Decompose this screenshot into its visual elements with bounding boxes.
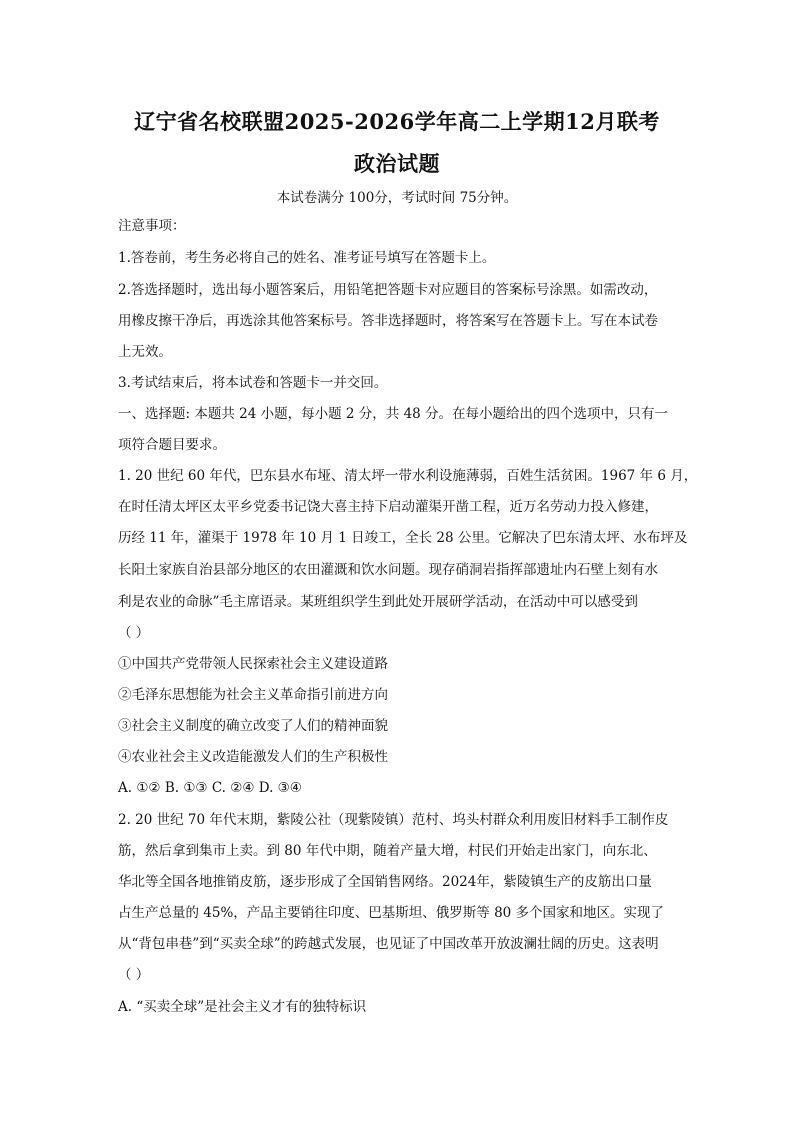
q2-option-a: A. “买卖全球”是社会主义才有的独特标识: [118, 999, 367, 1015]
q1-line-2: 在时任清太坪区太平乡党委书记饶大喜主持下启动灌渠开凿工程，近万名劳动力投入修建，: [118, 499, 658, 515]
subject-title: 政治试题: [354, 151, 440, 176]
q2-line-1: 2. 20 世纪 70 年代末期，紫陵公社（现紫陵镇）范村、坞头村群众利用废旧材料手工制作皮: [118, 812, 669, 828]
q1-option-1: ①中国共产党带领人民探索社会主义建设道路: [118, 656, 388, 672]
note-item-2-line-2: 用橡皮擦干净后，再选涂其他答案标号。答非选择题时，将答案写在答题卡上。写在本试卷: [118, 313, 658, 329]
note-item-1: 1.答卷前，考生务必将自己的姓名、准考证号填写在答题卡上。: [118, 250, 496, 266]
notes-heading: 注意事项：: [118, 218, 186, 234]
q1-line-5: 利是农业的命脉”毛主席语录。某班组织学生到此处开展研学活动，在活动中可以感受到: [118, 594, 638, 610]
q2-answer-blank: （ ）: [118, 967, 150, 983]
q1-option-3: ③社会主义制度的确立改变了人们的精神面貌: [118, 718, 388, 734]
exam-info: 本试卷满分 100分，考试时间 75分钟。: [276, 190, 518, 206]
q1-line-4: 长阳土家族自治县部分地区的农田灌溉和饮水问题。现存硝洞岩指挥部遗址内石壁上刻有水: [118, 562, 658, 578]
q2-line-4: 占生产总量的 45%，产品主要销往印度、巴基斯坦、俄罗斯等 80 多个国家和地区。实现了: [118, 905, 665, 921]
exam-title: 辽宁省名校联盟2025-2026学年高二上学期12月联考: [134, 109, 660, 134]
q1-line-1: 1. 20 世纪 60 年代，巴东县水布垭、清太坪一带水利设施薄弱，百姓生活贫困。1967 年 6 月，: [118, 468, 698, 484]
note-item-2-line-1: 2.答选择题时，选出每小题答案后，用铅笔把答题卡对应题目的答案标号涂黑。如需改动，: [118, 282, 658, 298]
section-heading-line-2: 项符合题目要求。: [118, 437, 226, 453]
section-heading-line-1: 一、选择题: 本题共 24 小题，每小题 2 分，共 48 分。在每小题给出的四个选项中，只有一: [118, 406, 669, 422]
q1-line-3: 历经 11 年，灌渠于 1978 年 10 月 1 日竣工，全长 28 公里。它解决了巴东清太坪、水布坪及: [118, 530, 688, 546]
q1-answer-blank: （ ）: [118, 625, 150, 641]
q2-line-3: 华北等全国各地推销皮筋，逐步形成了全国销售网络。2024年，紫陵镇生产的皮筋出口量: [118, 874, 652, 890]
q1-choices: A. ①② B. ①③ C. ②④ D. ③④: [118, 780, 302, 796]
q2-line-2: 筋，然后拿到集市上卖。到 80 年代中期，随着产量大增，村民们开始走出家门，向东北、: [118, 843, 657, 859]
q2-line-5: 从“背包串巷”到“买卖全球”的跨越式发展，也见证了中国改革开放波澜壮阔的历史。这表明: [118, 936, 659, 952]
note-item-3: 3.考试结束后，将本试卷和答题卡一并交回。: [118, 375, 388, 391]
q1-option-2: ②毛泽东思想能为社会主义革命指引前进方向: [118, 687, 388, 703]
q1-option-4: ④农业社会主义改造能激发人们的生产积极性: [118, 749, 388, 765]
note-item-2-line-3: 上无效。: [118, 344, 172, 360]
